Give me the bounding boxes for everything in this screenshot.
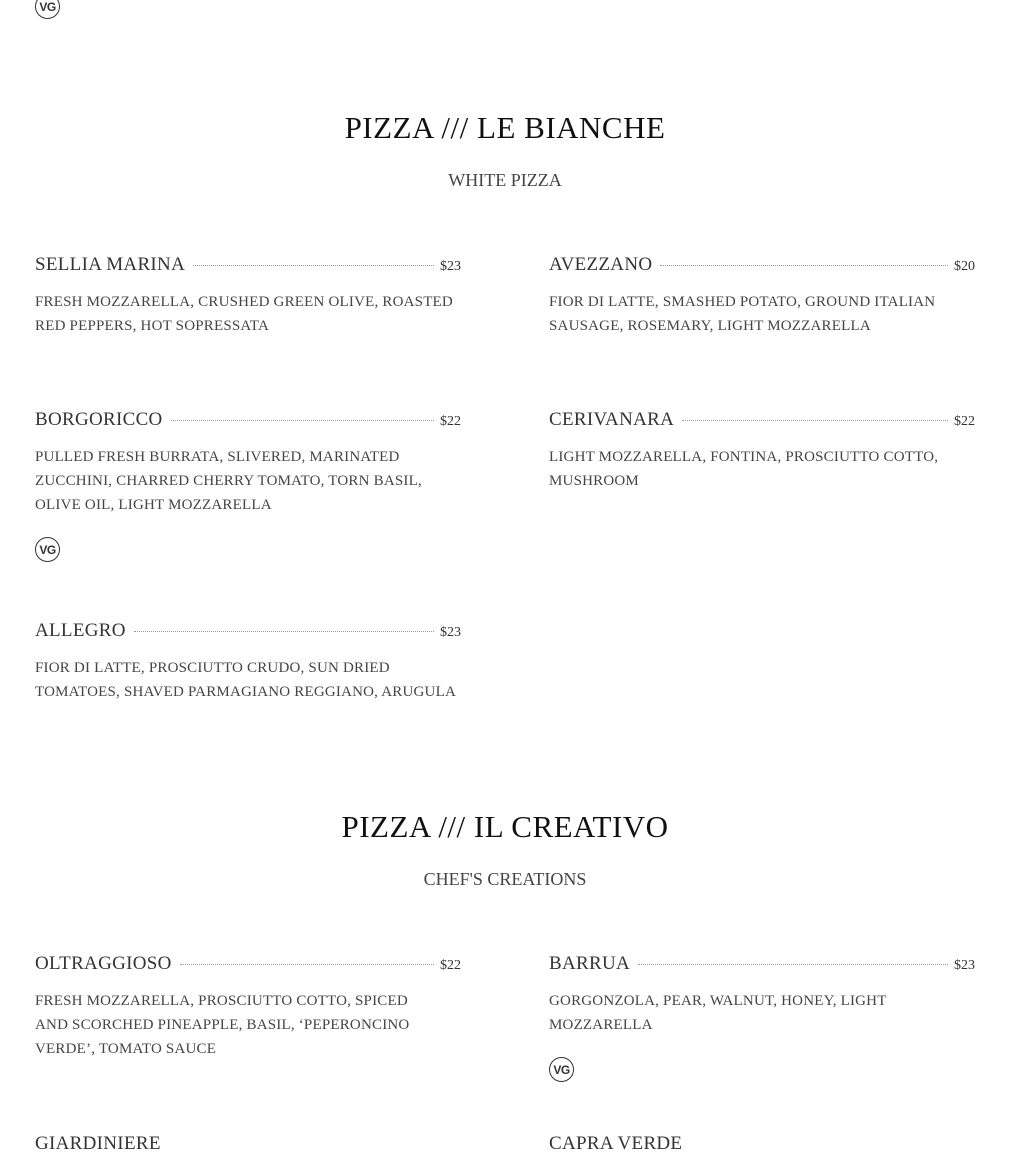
menu-item-name-cutoff: GIARDINIERE	[35, 1133, 161, 1154]
item-description: LIGHT MOZZARELLA, FONTINA, PROSCIUTTO COTTO, MUSHROOM	[549, 449, 939, 489]
item-name: BARRUA	[549, 953, 630, 974]
item-description: PULLED FRESH BURRATA, SLIVERED, MARINATED ZUCCHINI, CHARRED CHERRY TOMATO, TORN BASIL, OLIVE OIL, LIGHT MOZZARELLA	[35, 449, 422, 513]
item-description: FRESH MOZZARELLA, PROSCIUTTO COTTO, SPICED AND SCORCHED PINEAPPLE, BASIL, ‘PEPERONCINO VERDE’, TOMATO SAUCE	[35, 993, 410, 1057]
item-name: BORGORICCO	[35, 409, 163, 430]
leader-dots	[193, 265, 434, 266]
menu-item-name-cutoff: CAPRA VERDE	[549, 1133, 683, 1154]
vegetarian-badge-icon: VG	[35, 537, 60, 562]
item-description: GORGONZOLA, PEAR, WALNUT, HONEY, LIGHT MOZZARELLA	[549, 993, 887, 1033]
leader-dots	[660, 265, 948, 266]
menu-item-barrua	[549, 953, 975, 1037]
item-name: SELLIA MARINA	[35, 254, 186, 275]
section-subtitle-white-pizza: WHITE PIZZA	[448, 170, 562, 190]
menu-item-borgoricco	[35, 409, 461, 517]
menu-item-cerivanara	[549, 409, 975, 493]
menu-item-avezzano	[549, 254, 975, 338]
leader-dots	[180, 964, 434, 965]
item-name: OLTRAGGIOSO	[35, 953, 172, 974]
item-description: FIOR DI LATTE, SMASHED POTATO, GROUND ITALIAN SAUSAGE, ROSEMARY, LIGHT MOZZARELLA	[549, 294, 936, 334]
item-price: $22	[440, 958, 461, 973]
item-price: $23	[954, 958, 975, 973]
leader-dots	[171, 420, 434, 421]
item-price: $22	[954, 414, 975, 429]
item-name: CERIVANARA	[549, 409, 675, 430]
item-price: $20	[954, 259, 975, 274]
item-name: AVEZZANO	[549, 254, 653, 275]
vegetarian-badge-icon: VG	[35, 0, 60, 19]
item-name: ALLEGRO	[35, 620, 126, 641]
leader-dots	[682, 420, 948, 421]
section-title-il-creativo: PIZZA /// IL CREATIVO	[341, 809, 669, 844]
menu-item-sellia-marina	[35, 254, 461, 338]
leader-dots	[638, 964, 948, 965]
leader-dots	[134, 631, 434, 632]
item-description: FRESH MOZZARELLA, CRUSHED GREEN OLIVE, ROASTED RED PEPPERS, HOT SOPRESSATA	[35, 294, 453, 334]
item-description: FIOR DI LATTE, PROSCIUTTO CRUDO, SUN DRIED TOMATOES, SHAVED PARMAGIANO REGGIANO, ARUGULA	[35, 660, 456, 700]
section-subtitle-chefs-creations: CHEF'S CREATIONS	[423, 869, 587, 889]
menu-item-oltraggioso	[35, 953, 461, 1061]
item-price: $23	[440, 625, 461, 640]
vegetarian-badge-icon: VG	[549, 1057, 574, 1082]
section-title-le-bianche: PIZZA /// LE BIANCHE	[344, 110, 666, 145]
menu-item-allegro	[35, 620, 461, 704]
item-price: $23	[440, 259, 461, 274]
item-price: $22	[440, 414, 461, 429]
